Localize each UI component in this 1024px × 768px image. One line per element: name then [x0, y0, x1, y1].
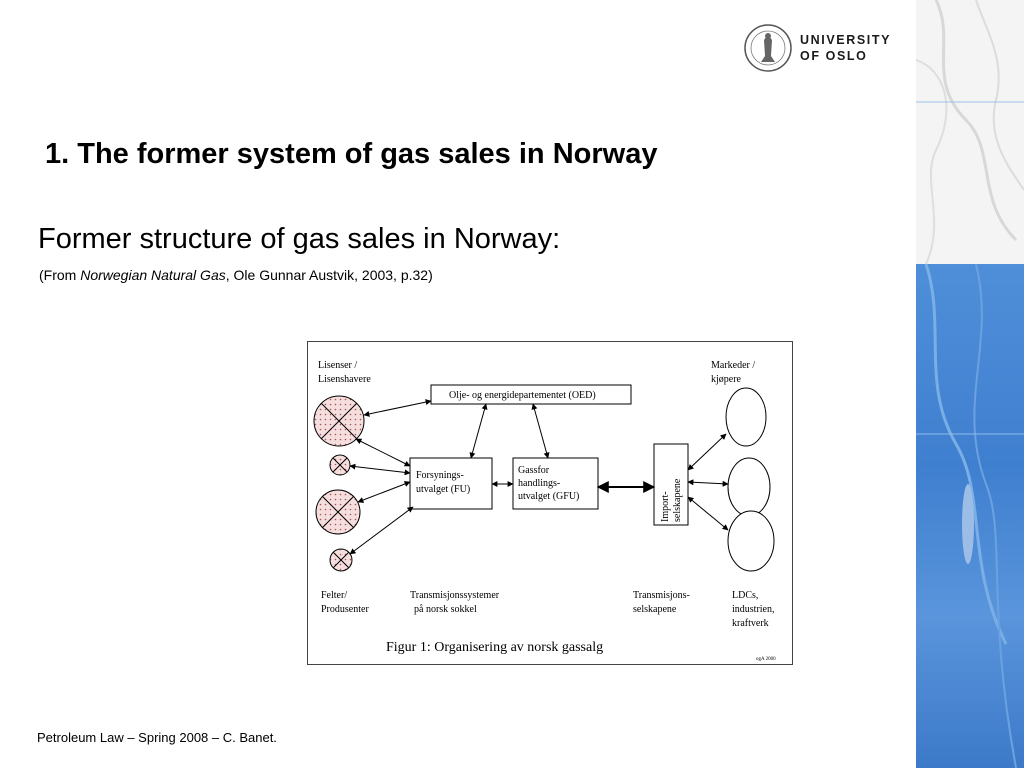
label-markeder-2: kjøpere	[711, 374, 741, 385]
label-ldc-1: LDCs,	[732, 590, 759, 601]
label-trans-1: Transmisjonssystemer	[410, 590, 500, 601]
oed-label: Olje- og energidepartementet (OED)	[449, 390, 596, 401]
label-ldc-2: industrien,	[732, 604, 775, 615]
market-circle-2	[728, 458, 770, 516]
label-ldc-3: kraftverk	[732, 618, 769, 629]
source-prefix: (From	[39, 267, 81, 283]
university-seal-icon	[742, 22, 794, 74]
side-decoration-bottom	[916, 264, 1024, 768]
slide-footer: Petroleum Law – Spring 2008 – C. Banet.	[37, 730, 277, 745]
fu-label-1: Forsynings-	[416, 470, 464, 481]
import-label-2: selskapene	[672, 478, 683, 522]
field-small-2	[330, 549, 352, 571]
field-large-1	[314, 396, 364, 446]
gfu-label-1: Gassfor	[518, 465, 550, 476]
label-felter-2: Produsenter	[321, 604, 369, 615]
gas-sales-diagram	[307, 341, 793, 665]
logo-line-1: UNIVERSITY	[800, 33, 892, 47]
label-transsel-1: Transmisjons-	[633, 590, 690, 601]
label-transsel-2: selskapene	[633, 604, 677, 615]
side-decoration-top	[916, 0, 1024, 264]
label-lisenser-2: Lisenshavere	[318, 374, 371, 385]
market-circle-1	[726, 388, 766, 446]
field-large-2	[316, 490, 360, 534]
slide-title: 1. The former system of gas sales in Norway	[45, 138, 658, 170]
figure-caption: Figur 1: Organisering av norsk gassalg	[386, 640, 604, 655]
sculpture-photo	[916, 264, 1024, 768]
figure-credit: ogA 2000	[756, 657, 776, 662]
slide-subtitle: Former structure of gas sales in Norway:	[38, 223, 561, 255]
diagram-canvas	[308, 342, 792, 664]
import-label-1: Import-	[660, 491, 671, 522]
label-lisenser-1: Lisenser /	[318, 360, 358, 371]
source-citation	[39, 267, 433, 283]
source-book-title: Norwegian Natural Gas	[80, 267, 226, 283]
fu-label-2: utvalget (FU)	[416, 484, 471, 495]
source-suffix: , Ole Gunnar Austvik, 2003, p.32)	[225, 267, 433, 283]
label-trans-2: på norsk sokkel	[414, 604, 477, 615]
market-circle-3	[728, 511, 774, 571]
sculpture-sketch	[916, 0, 1024, 264]
label-markeder-1: Markeder /	[711, 360, 756, 371]
field-small-1	[330, 455, 350, 475]
label-felter-1: Felter/	[321, 590, 348, 601]
logo-line-2: OF OSLO	[800, 49, 868, 63]
gfu-label-2: handlings-	[518, 478, 561, 489]
gfu-label-3: utvalget (GFU)	[518, 491, 580, 502]
university-logo[interactable]	[742, 22, 902, 76]
